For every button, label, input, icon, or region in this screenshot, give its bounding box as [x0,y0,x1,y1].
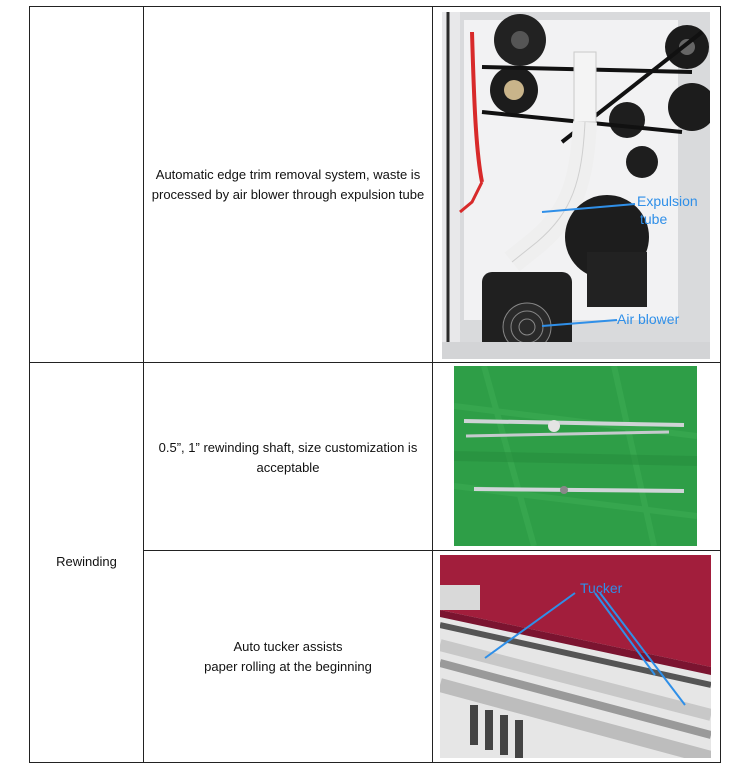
air-blower-label: Air blower [617,311,680,327]
expulsion-label: Expulsion [637,193,698,209]
description-line: processed by air blower through expulsion tube [151,187,425,202]
category-label: Rewinding [56,554,117,569]
description-text [144,438,432,478]
tucker-photo [440,555,711,758]
description-line: Auto tucker assists [233,639,343,654]
description-line: 0.5”, 1” rewinding shaft, size customization is [158,440,418,455]
edge-trim-photo [442,12,710,359]
row-divider [143,550,721,551]
description-line: acceptable [256,460,320,475]
description-text [144,637,432,677]
rewinding-shaft-photo [454,366,697,546]
tube-label: tube [640,211,668,227]
description-line: Automatic edge trim removal system, waste is [155,167,421,182]
column-divider [432,6,433,763]
description-text [144,165,432,205]
tucker-label: Tucker [580,580,623,596]
description-line: paper rolling at the beginning [204,659,372,674]
row-divider [29,362,721,363]
